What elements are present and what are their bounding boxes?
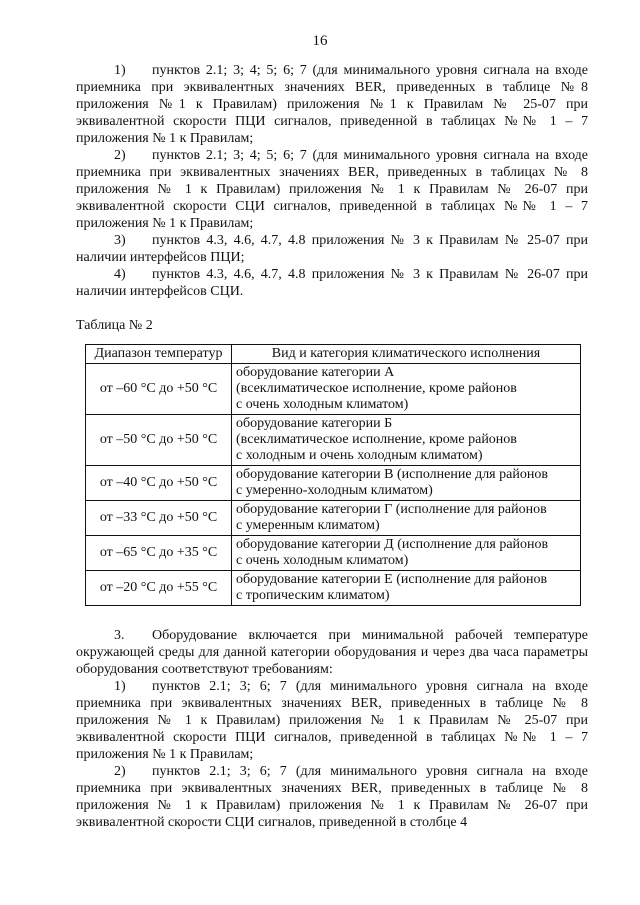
category-line: оборудование категории Г (исполнение для районов: [236, 502, 547, 517]
category-line: с тропическим климатом): [236, 588, 390, 603]
category-cell: [232, 364, 581, 415]
temperature-range-cell: от –65 °С до +35 °С: [86, 536, 232, 571]
category-line: оборудование категории Д (исполнение для районов: [236, 537, 549, 552]
temperature-range-cell: от –60 °С до +50 °С: [86, 364, 232, 415]
page-number: 16: [312, 33, 328, 49]
category-line: с умеренно-холодным климатом): [236, 483, 433, 498]
category-line: оборудование категории Б: [236, 416, 393, 431]
item-number: 1): [114, 63, 126, 78]
category-line: оборудование категории В (исполнение для районов: [236, 467, 548, 482]
category-cell: [232, 466, 581, 501]
item-number: 1): [114, 679, 126, 694]
temperature-range-cell: от –33 °С до +50 °С: [86, 501, 232, 536]
section-text: Оборудование включается при минимальной рабочей температуре окружающей среды для данной категории оборудования и через два часа параметры оборудования соответствуют требованиям:: [76, 628, 588, 677]
list-item: [76, 62, 588, 147]
item-number: 4): [114, 267, 126, 282]
table-row: [86, 415, 581, 466]
item-number: 2): [114, 148, 126, 163]
section-3: [76, 627, 588, 831]
category-line: с очень холодным климатом): [236, 397, 409, 412]
temperature-range-cell: от –50 °С до +50 °С: [86, 415, 232, 466]
section-paragraph: [76, 627, 588, 678]
table-row: [86, 466, 581, 501]
category-cell: [232, 415, 581, 466]
table-row: [86, 364, 581, 415]
header-temperature-range: Диапазон температур: [86, 345, 232, 364]
table-row: [86, 501, 581, 536]
list-item: [76, 232, 588, 266]
category-cell: [232, 501, 581, 536]
item-text: пунктов 4.3, 4.6, 4.7, 4.8 приложения № 3 к Правилам № 26-07 при наличии интерфейсов СЦИ.: [76, 267, 588, 299]
header-climate-category: Вид и категория климатического исполнения: [232, 345, 581, 364]
category-line: с холодным и очень холодным климатом): [236, 448, 483, 463]
temperature-range-cell: от –40 °С до +50 °С: [86, 466, 232, 501]
item-number: 3): [114, 233, 126, 248]
category-cell: [232, 536, 581, 571]
category-line: с умеренным климатом): [236, 518, 380, 533]
requirements-list: [76, 62, 588, 300]
list-item: [76, 266, 588, 300]
item-text: пунктов 2.1; 3; 4; 5; 6; 7 (для минимального уровня сигнала на входе приемника при эквивалентных значениях BER, приведенных в таблицах № 8 приложения № 1 к Правилам) приложения № 1 к Правилам № 26-07 при эквивалентной скорости СЦИ сигналов, приведенной в таблицах №№ 1 – 7 приложения № 1 к Правилам;: [76, 148, 588, 231]
list-item: [76, 678, 588, 763]
list-item: [76, 147, 588, 232]
item-text: пунктов 4.3, 4.6, 4.7, 4.8 приложения № 3 к Правилам № 25-07 при наличии интерфейсов ПЦИ;: [76, 233, 588, 265]
category-line: с очень холодным климатом): [236, 553, 409, 568]
table-caption: Таблица № 2: [76, 318, 153, 333]
item-text: пунктов 2.1; 3; 6; 7 (для минимального уровня сигнала на входе приемника при эквивалентных значениях BER, приведенных в таблице № 8 приложения № 1 к Правилам) приложения № 1 к Правилам № 26-07 при эквивалентной скорости СЦИ сигналов, приведенной в столбце 4: [76, 764, 588, 830]
table-row: [86, 536, 581, 571]
category-line: оборудование категории А: [236, 365, 395, 380]
item-number: 2): [114, 764, 126, 779]
category-line: (всеклиматическое исполнение, кроме районов: [236, 432, 517, 447]
category-cell: [232, 571, 581, 606]
item-text: пунктов 2.1; 3; 6; 7 (для минимального уровня сигнала на входе приемника при эквивалентных значениях BER, приведенных в таблице № 8 приложения № 1 к Правилам) приложения № 1 к Правилам № 25-07 при эквивалентной скорости ПЦИ сигналов, приведенной в таблицах №№ 1 – 7 приложения № 1 к Правилам;: [76, 679, 588, 762]
section-number: 3.: [114, 628, 125, 643]
climate-table: [85, 344, 581, 606]
category-line: оборудование категории Е (исполнение для районов: [236, 572, 548, 587]
table-row: [86, 571, 581, 606]
list-item: [76, 763, 588, 831]
category-line: (всеклиматическое исполнение, кроме районов: [236, 381, 517, 396]
temperature-range-cell: от –20 °С до +55 °С: [86, 571, 232, 606]
item-text: пунктов 2.1; 3; 4; 5; 6; 7 (для минимального уровня сигнала на входе приемника при эквивалентных значениях BER, приведенных в таблице №8 приложения №1 к Правилам) приложения №1 к Правилам № 25-07 при эквивалентной скорости ПЦИ сигналов, приведенной в таблицах №№ 1 – 7 приложения № 1 к Правилам;: [76, 63, 588, 146]
table-header-row: [86, 345, 581, 364]
